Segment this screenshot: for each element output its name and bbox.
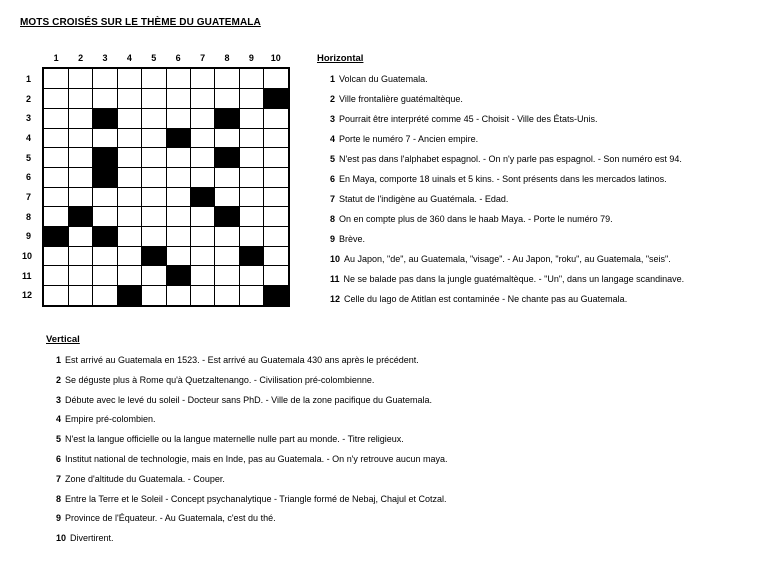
- clue-text: Se déguste plus à Rome qu'à Quetzaltenango. - Civilisation pré-colombienne.: [65, 374, 375, 385]
- grid-cell[interactable]: [142, 89, 166, 109]
- row-number: 1: [26, 74, 32, 84]
- row-number: 7: [26, 192, 32, 202]
- grid-cell[interactable]: [166, 167, 190, 187]
- grid-cell[interactable]: [117, 148, 141, 168]
- horizontal-clue: [330, 234, 365, 244]
- grid-cell[interactable]: [68, 246, 92, 266]
- grid-cell[interactable]: [264, 69, 288, 89]
- clue-text: N'est la langue officielle ou la langue maternelle nulle part au monde. - Titre religieux.: [65, 434, 404, 445]
- grid-cell[interactable]: [264, 246, 288, 266]
- grid-cell[interactable]: [239, 89, 263, 109]
- clue-text: Institut national de technologie, mais en Inde, pas au Guatemala. - On n'y retrouve aucun maya.: [65, 454, 448, 464]
- black-cell: [215, 108, 239, 128]
- clue-number: 5: [56, 434, 62, 445]
- clue-number: 11: [330, 274, 340, 284]
- clue-number: 6: [56, 454, 62, 464]
- clue-number: 8: [330, 214, 336, 224]
- black-cell: [264, 89, 288, 109]
- black-cell: [117, 285, 141, 305]
- black-cell: [93, 108, 117, 128]
- vertical-clue: [56, 414, 156, 424]
- grid-cell[interactable]: [44, 89, 68, 109]
- clue-number: 4: [56, 414, 62, 425]
- grid-cell[interactable]: [142, 128, 166, 148]
- horizontal-clue: [330, 134, 478, 144]
- grid-cell[interactable]: [44, 187, 68, 207]
- grid-cell[interactable]: [190, 89, 214, 109]
- clue-text: Volcan du Guatemala.: [339, 74, 428, 84]
- grid-cell[interactable]: [166, 285, 190, 305]
- clue-text: Zone d'altitude du Guatemala. - Couper.: [65, 473, 225, 484]
- grid-cell[interactable]: [166, 69, 190, 89]
- grid-cell[interactable]: [264, 266, 288, 286]
- grid-cell[interactable]: [117, 266, 141, 286]
- grid-cell[interactable]: [44, 246, 68, 266]
- column-number: 8: [224, 53, 230, 63]
- grid-cell[interactable]: [93, 128, 117, 148]
- clue-number: 1: [330, 74, 336, 84]
- horizontal-clue: [330, 74, 428, 84]
- grid-cell[interactable]: [142, 148, 166, 168]
- grid-cell[interactable]: [264, 167, 288, 187]
- grid-cell[interactable]: [215, 128, 239, 148]
- grid-cell[interactable]: [117, 128, 141, 148]
- horizontal-clue: [330, 114, 597, 124]
- vertical-clue: [56, 474, 225, 484]
- grid-cell[interactable]: [239, 226, 263, 246]
- column-number: 4: [126, 53, 132, 63]
- horizontal-clue: [330, 214, 613, 224]
- grid-cell[interactable]: [166, 89, 190, 109]
- grid-cell[interactable]: [142, 69, 166, 89]
- grid-cell[interactable]: [239, 167, 263, 187]
- grid-cell[interactable]: [68, 108, 92, 128]
- clue-number: 1: [56, 355, 62, 365]
- grid-cell[interactable]: [239, 266, 263, 286]
- clue-text: Empire pré-colombien.: [65, 414, 156, 425]
- column-number: 3: [102, 53, 108, 63]
- grid-cell[interactable]: [68, 285, 92, 305]
- grid-cell[interactable]: [190, 69, 214, 89]
- clue-text: En Maya, comporte 18 uinals et 5 kins. - Sont présents dans les mercados latinos.: [339, 174, 667, 184]
- grid-cell[interactable]: [239, 207, 263, 227]
- black-cell: [239, 246, 263, 266]
- clue-number: 2: [56, 374, 62, 385]
- grid-cell[interactable]: [166, 187, 190, 207]
- grid-cell[interactable]: [117, 226, 141, 246]
- black-cell: [264, 285, 288, 305]
- grid-cell[interactable]: [264, 108, 288, 128]
- clue-number: 9: [56, 513, 62, 524]
- clue-number: 10: [56, 533, 67, 544]
- grid-cell[interactable]: [44, 266, 68, 286]
- horizontal-clue: [330, 94, 463, 104]
- grid-cell[interactable]: [44, 108, 68, 128]
- clue-number: 5: [330, 154, 336, 164]
- grid-cell[interactable]: [142, 187, 166, 207]
- row-number: 2: [26, 93, 32, 104]
- clue-text: Statut de l'indigène au Guatémala. - Edad.: [339, 194, 509, 204]
- grid-cell[interactable]: [117, 187, 141, 207]
- grid-cell[interactable]: [93, 69, 117, 89]
- clue-number: 2: [330, 94, 336, 104]
- page-title: MOTS CROISÉS SUR LE THÈME DU GUATEMALA: [20, 17, 261, 28]
- grid-cell[interactable]: [117, 89, 141, 109]
- vertical-clue: [56, 533, 114, 543]
- row-number: 12: [22, 290, 33, 301]
- vertical-heading: Vertical: [46, 334, 80, 345]
- grid-cell[interactable]: [264, 226, 288, 246]
- black-cell: [215, 148, 239, 168]
- grid-cell[interactable]: [215, 266, 239, 286]
- vertical-clue: [56, 395, 432, 405]
- grid-cell[interactable]: [239, 148, 263, 168]
- grid-cell[interactable]: [68, 226, 92, 246]
- grid-cell[interactable]: [44, 69, 68, 89]
- grid-cell[interactable]: [264, 207, 288, 227]
- grid-cell[interactable]: [117, 167, 141, 187]
- horizontal-clue: [330, 174, 667, 184]
- black-cell: [190, 187, 214, 207]
- grid-cell[interactable]: [44, 167, 68, 187]
- clue-text: Pourrait être interprété comme 45 - Choisit - Ville des États-Unis.: [339, 114, 598, 124]
- grid-cell[interactable]: [93, 246, 117, 266]
- row-number: 4: [26, 133, 32, 143]
- column-number: 1: [53, 53, 59, 63]
- grid-cell[interactable]: [142, 108, 166, 128]
- grid-cell[interactable]: [44, 207, 68, 227]
- clue-number: 7: [330, 194, 336, 204]
- clue-number: 12: [330, 294, 341, 304]
- row-number: 9: [26, 231, 32, 242]
- vertical-clue: [56, 513, 276, 523]
- grid-cell[interactable]: [264, 148, 288, 168]
- clue-number: 8: [56, 493, 62, 504]
- grid-cell[interactable]: [166, 108, 190, 128]
- clue-text: On en compte plus de 360 dans le haab Maya. - Porte le numéro 79.: [339, 214, 613, 224]
- grid-cell[interactable]: [117, 69, 141, 89]
- grid-cell[interactable]: [93, 285, 117, 305]
- clue-text: Ville frontalière guatémaltèque.: [339, 94, 463, 104]
- grid-cell[interactable]: [215, 89, 239, 109]
- horizontal-heading: Horizontal: [317, 53, 364, 64]
- vertical-clue: [56, 355, 419, 365]
- row-number: 6: [26, 172, 32, 183]
- grid-cell[interactable]: [190, 207, 214, 227]
- clue-number: 9: [330, 234, 336, 244]
- grid-cell[interactable]: [142, 207, 166, 227]
- grid-cell[interactable]: [239, 128, 263, 148]
- column-number: 6: [175, 53, 181, 63]
- grid-cell[interactable]: [68, 167, 92, 187]
- vertical-clue: [56, 454, 447, 464]
- grid-cell[interactable]: [239, 108, 263, 128]
- clue-text: Ne se balade pas dans la jungle guatémaltèque. - "Un", dans un langage scandinave.: [343, 274, 685, 284]
- clue-number: 4: [330, 134, 336, 144]
- grid-cell[interactable]: [190, 167, 214, 187]
- clue-text: Brève.: [339, 234, 366, 244]
- grid-cell[interactable]: [215, 246, 239, 266]
- grid-cell[interactable]: [166, 226, 190, 246]
- grid-cell[interactable]: [166, 148, 190, 168]
- grid-cell[interactable]: [166, 246, 190, 266]
- grid-cell[interactable]: [142, 226, 166, 246]
- grid-cell[interactable]: [68, 89, 92, 109]
- grid-cell[interactable]: [93, 266, 117, 286]
- row-number: 3: [26, 113, 32, 124]
- black-cell: [215, 207, 239, 227]
- grid-cell[interactable]: [190, 285, 214, 305]
- grid-cell[interactable]: [264, 187, 288, 207]
- column-number: 2: [78, 53, 84, 63]
- grid-cell[interactable]: [239, 187, 263, 207]
- grid-cell[interactable]: [44, 128, 68, 148]
- grid-cell[interactable]: [142, 285, 166, 305]
- vertical-clue: [56, 434, 404, 444]
- grid-cell[interactable]: [190, 128, 214, 148]
- grid-cell[interactable]: [117, 246, 141, 266]
- horizontal-clue: [330, 294, 627, 304]
- grid-cell[interactable]: [44, 285, 68, 305]
- black-cell: [93, 148, 117, 168]
- clue-text: Est arrivé au Guatemala en 1523. - Est arrivé au Guatemala 430 ans après le précédent.: [65, 355, 419, 365]
- grid-cell[interactable]: [190, 246, 214, 266]
- black-cell: [68, 207, 92, 227]
- grid-cell[interactable]: [142, 266, 166, 286]
- grid-cell[interactable]: [190, 108, 214, 128]
- clue-number: 10: [330, 254, 341, 264]
- clue-text: Débute avec le levé du soleil - Docteur sans PhD. - Ville de la zone pacifique du Guatemala.: [65, 394, 433, 405]
- grid-cell[interactable]: [93, 187, 117, 207]
- grid-cell[interactable]: [117, 207, 141, 227]
- horizontal-clue: [330, 254, 671, 264]
- grid-cell[interactable]: [117, 108, 141, 128]
- grid-cell[interactable]: [215, 69, 239, 89]
- horizontal-clue: [330, 194, 508, 204]
- grid-cell[interactable]: [93, 207, 117, 227]
- grid-cell[interactable]: [93, 89, 117, 109]
- grid-cell[interactable]: [215, 226, 239, 246]
- grid-cell[interactable]: [215, 187, 239, 207]
- grid-cell[interactable]: [239, 69, 263, 89]
- horizontal-clue: [330, 154, 682, 164]
- column-number: 5: [151, 53, 157, 63]
- clue-text: Province de l'Équateur. - Au Guatemala, c'est du thé.: [65, 513, 276, 524]
- clue-text: Porte le numéro 7 - Ancien empire.: [339, 134, 479, 144]
- grid-cell[interactable]: [215, 285, 239, 305]
- black-cell: [142, 246, 166, 266]
- column-number: 10: [270, 53, 281, 63]
- grid-cell[interactable]: [190, 226, 214, 246]
- vertical-clue: [56, 375, 374, 385]
- grid-cell[interactable]: [68, 128, 92, 148]
- column-number: 7: [200, 53, 206, 63]
- grid-cell[interactable]: [68, 148, 92, 168]
- grid-cell[interactable]: [68, 69, 92, 89]
- black-cell: [93, 167, 117, 187]
- clue-text: Celle du lago de Atitlan est contaminée - Ne chante pas au Guatemala.: [344, 294, 628, 304]
- column-number: 9: [248, 53, 254, 63]
- row-number: 10: [22, 251, 33, 261]
- clue-number: 6: [330, 174, 336, 184]
- grid-cell[interactable]: [215, 167, 239, 187]
- row-number: 5: [26, 152, 32, 163]
- crossword-grid: [42, 67, 290, 307]
- grid-cell[interactable]: [239, 285, 263, 305]
- clue-text: N'est pas dans l'alphabet espagnol. - On n'y parle pas espagnol. - Son numéro est 94.: [339, 154, 682, 164]
- grid-cell[interactable]: [264, 128, 288, 148]
- black-cell: [166, 266, 190, 286]
- black-cell: [93, 226, 117, 246]
- row-number: 8: [26, 211, 32, 222]
- grid-cell[interactable]: [44, 148, 68, 168]
- grid-cell[interactable]: [68, 187, 92, 207]
- grid-cell[interactable]: [190, 266, 214, 286]
- grid-cell[interactable]: [142, 167, 166, 187]
- black-cell: [44, 226, 68, 246]
- grid-cell[interactable]: [68, 266, 92, 286]
- vertical-clue: [56, 494, 447, 504]
- horizontal-clue: [330, 274, 684, 284]
- clue-number: 3: [56, 394, 62, 405]
- clue-text: Au Japon, "de", au Guatemala, "visage". - Au Japon, "roku", au Guatemala, "seis".: [344, 254, 671, 264]
- clue-text: Divertirent.: [70, 533, 114, 544]
- clue-number: 3: [330, 114, 336, 124]
- grid-cell[interactable]: [166, 207, 190, 227]
- black-cell: [166, 128, 190, 148]
- clue-number: 7: [56, 473, 62, 484]
- clue-text: Entre la Terre et le Soleil - Concept psychanalytique - Triangle formé de Nebaj, Chajul et Cotzal.: [65, 493, 447, 504]
- grid-cell[interactable]: [190, 148, 214, 168]
- row-number: 11: [22, 270, 32, 281]
